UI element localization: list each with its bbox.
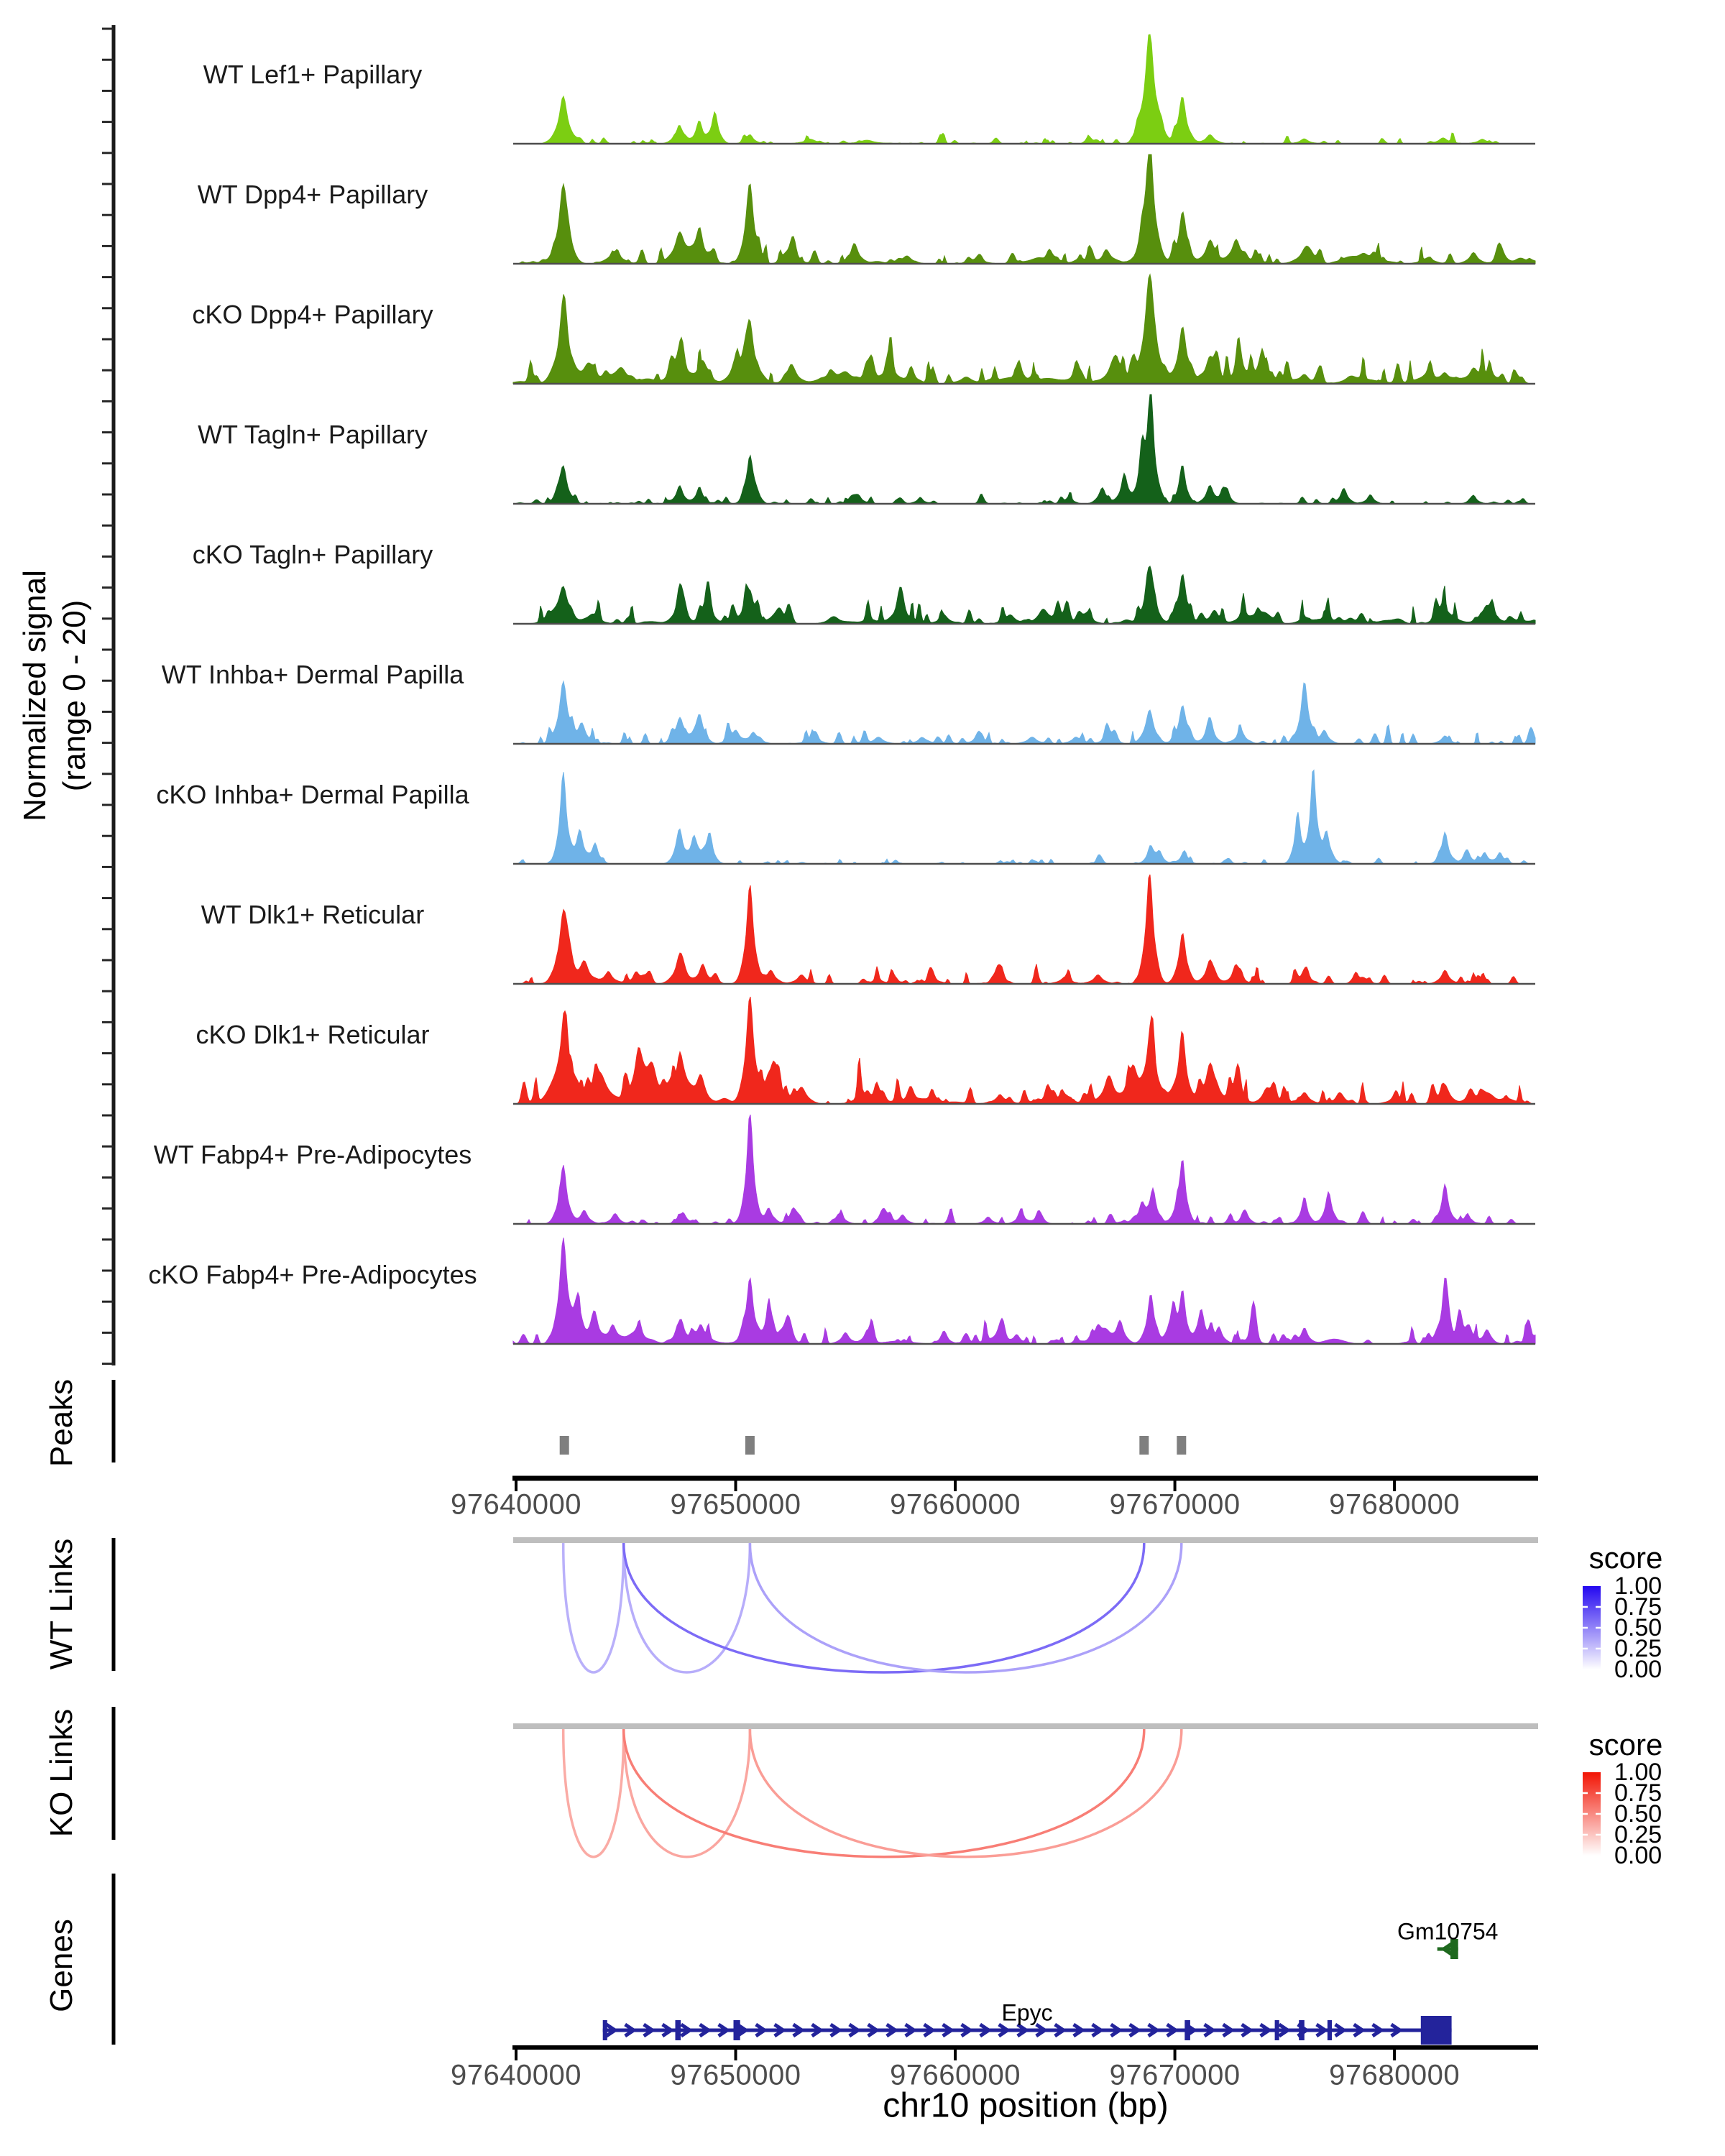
coverage-area-8 xyxy=(513,875,1535,984)
gene-name-label: Epyc xyxy=(1001,1999,1053,2026)
coverage-y-axis-label xyxy=(15,570,94,821)
wt-link-arc xyxy=(564,1543,624,1672)
ko-legend-tick-label: 0.00 xyxy=(1614,1842,1662,1869)
peak-box xyxy=(1139,1436,1149,1455)
coverage-y-axis-label-line2: (range 0 - 20) xyxy=(57,599,92,792)
bottom-axis-tick-label: 97640000 xyxy=(451,2059,581,2091)
ko-legend-tick-label: 1.00 xyxy=(1614,1759,1662,1786)
wt-links-legend-title: score xyxy=(1588,1541,1663,1575)
wt-legend-tick-label: 0.25 xyxy=(1614,1635,1662,1662)
gene-exon-Epyc xyxy=(1299,2020,1305,2040)
coverage-track-label: cKO Tagln+ Papillary xyxy=(192,540,433,569)
coverage-track-label: cKO Fabp4+ Pre-Adipocytes xyxy=(148,1260,477,1289)
mid-axis-tick-label: 97670000 xyxy=(1109,1488,1241,1521)
gene-terminal-exon-Epyc xyxy=(1421,2016,1452,2045)
coverage-y-axis-label-line1: Normalized signal xyxy=(17,570,52,821)
ko-links-legend-title: score xyxy=(1588,1728,1663,1761)
mid-axis-tick-label: 97650000 xyxy=(670,1488,801,1521)
ko-link-arc xyxy=(750,1729,1181,1857)
gene-exon-Epyc xyxy=(1275,2020,1279,2040)
bottom-axis-tick-label: 97680000 xyxy=(1329,2059,1460,2091)
bottom-axis-tick-label: 97670000 xyxy=(1109,2059,1241,2091)
wt-legend-tick-label: 1.00 xyxy=(1614,1572,1662,1600)
gene-exon-Epyc xyxy=(676,2020,681,2040)
wt-legend-tick-label: 0.50 xyxy=(1614,1614,1662,1641)
ko-legend-tick-label: 0.25 xyxy=(1614,1821,1662,1848)
ko-legend-tick-label: 0.50 xyxy=(1614,1800,1662,1828)
coverage-area-2 xyxy=(513,155,1535,264)
coverage-area-10 xyxy=(513,1115,1535,1224)
section-label-wt-links: WT Links xyxy=(44,1538,79,1670)
ko-link-arc xyxy=(624,1729,1144,1857)
gene-name-label: Gm10754 xyxy=(1397,1918,1499,1945)
mid-axis-tick-label: 97660000 xyxy=(890,1488,1021,1521)
coverage-track-label: cKO Inhba+ Dermal Papilla xyxy=(156,780,469,809)
wt-legend-tick-label: 0.75 xyxy=(1614,1593,1662,1621)
coverage-track-label: WT Inhba+ Dermal Papilla xyxy=(161,660,464,689)
peak-box xyxy=(1177,1436,1186,1455)
coverage-area-1 xyxy=(513,34,1535,144)
coverage-area-5 xyxy=(513,566,1535,624)
section-label-ko-links: KO Links xyxy=(44,1708,79,1838)
coverage-track-label: cKO Dlk1+ Reticular xyxy=(196,1020,430,1049)
coverage-area-7 xyxy=(513,770,1535,864)
coverage-area-6 xyxy=(513,681,1535,744)
section-label-genes: Genes xyxy=(44,1919,79,2012)
coverage-area-9 xyxy=(513,997,1535,1104)
ko-legend-tick-label: 0.75 xyxy=(1614,1779,1662,1807)
gene-exon-Epyc xyxy=(734,2020,740,2040)
coverage-track-label: WT Fabp4+ Pre-Adipocytes xyxy=(153,1140,472,1169)
gene-exon-Epyc xyxy=(603,2020,607,2040)
coverage-track-label: cKO Dpp4+ Papillary xyxy=(192,300,433,329)
wt-link-arc xyxy=(624,1543,1144,1672)
coverage-track-label: WT Lef1+ Papillary xyxy=(203,60,423,89)
x-axis-title: chr10 position (bp) xyxy=(883,2086,1169,2125)
gene-exon-Epyc xyxy=(1328,2020,1332,2040)
mid-axis-tick-label: 97680000 xyxy=(1329,1488,1460,1521)
mid-axis-tick-label: 97640000 xyxy=(451,1488,581,1521)
coverage-track-label: WT Dlk1+ Reticular xyxy=(201,900,425,929)
section-label-peaks: Peaks xyxy=(44,1378,79,1468)
coverage-track-label: WT Tagln+ Papillary xyxy=(198,420,428,449)
wt-link-arc xyxy=(750,1543,1181,1672)
ko-link-arc xyxy=(564,1729,624,1857)
ko-link-arc xyxy=(624,1729,750,1857)
coverage-track-label: WT Dpp4+ Papillary xyxy=(197,180,428,209)
peak-box xyxy=(560,1436,569,1455)
wt-link-arc xyxy=(624,1543,750,1672)
wt-legend-tick-label: 0.00 xyxy=(1614,1656,1662,1683)
bottom-axis-tick-label: 97650000 xyxy=(670,2059,801,2091)
coverage-area-3 xyxy=(513,275,1535,384)
peak-box xyxy=(745,1436,755,1455)
bottom-axis-tick-label: 97660000 xyxy=(890,2059,1021,2091)
gene-exon-Epyc xyxy=(1184,2020,1190,2040)
coverage-area-11 xyxy=(513,1238,1535,1344)
coverage-area-4 xyxy=(513,395,1535,504)
